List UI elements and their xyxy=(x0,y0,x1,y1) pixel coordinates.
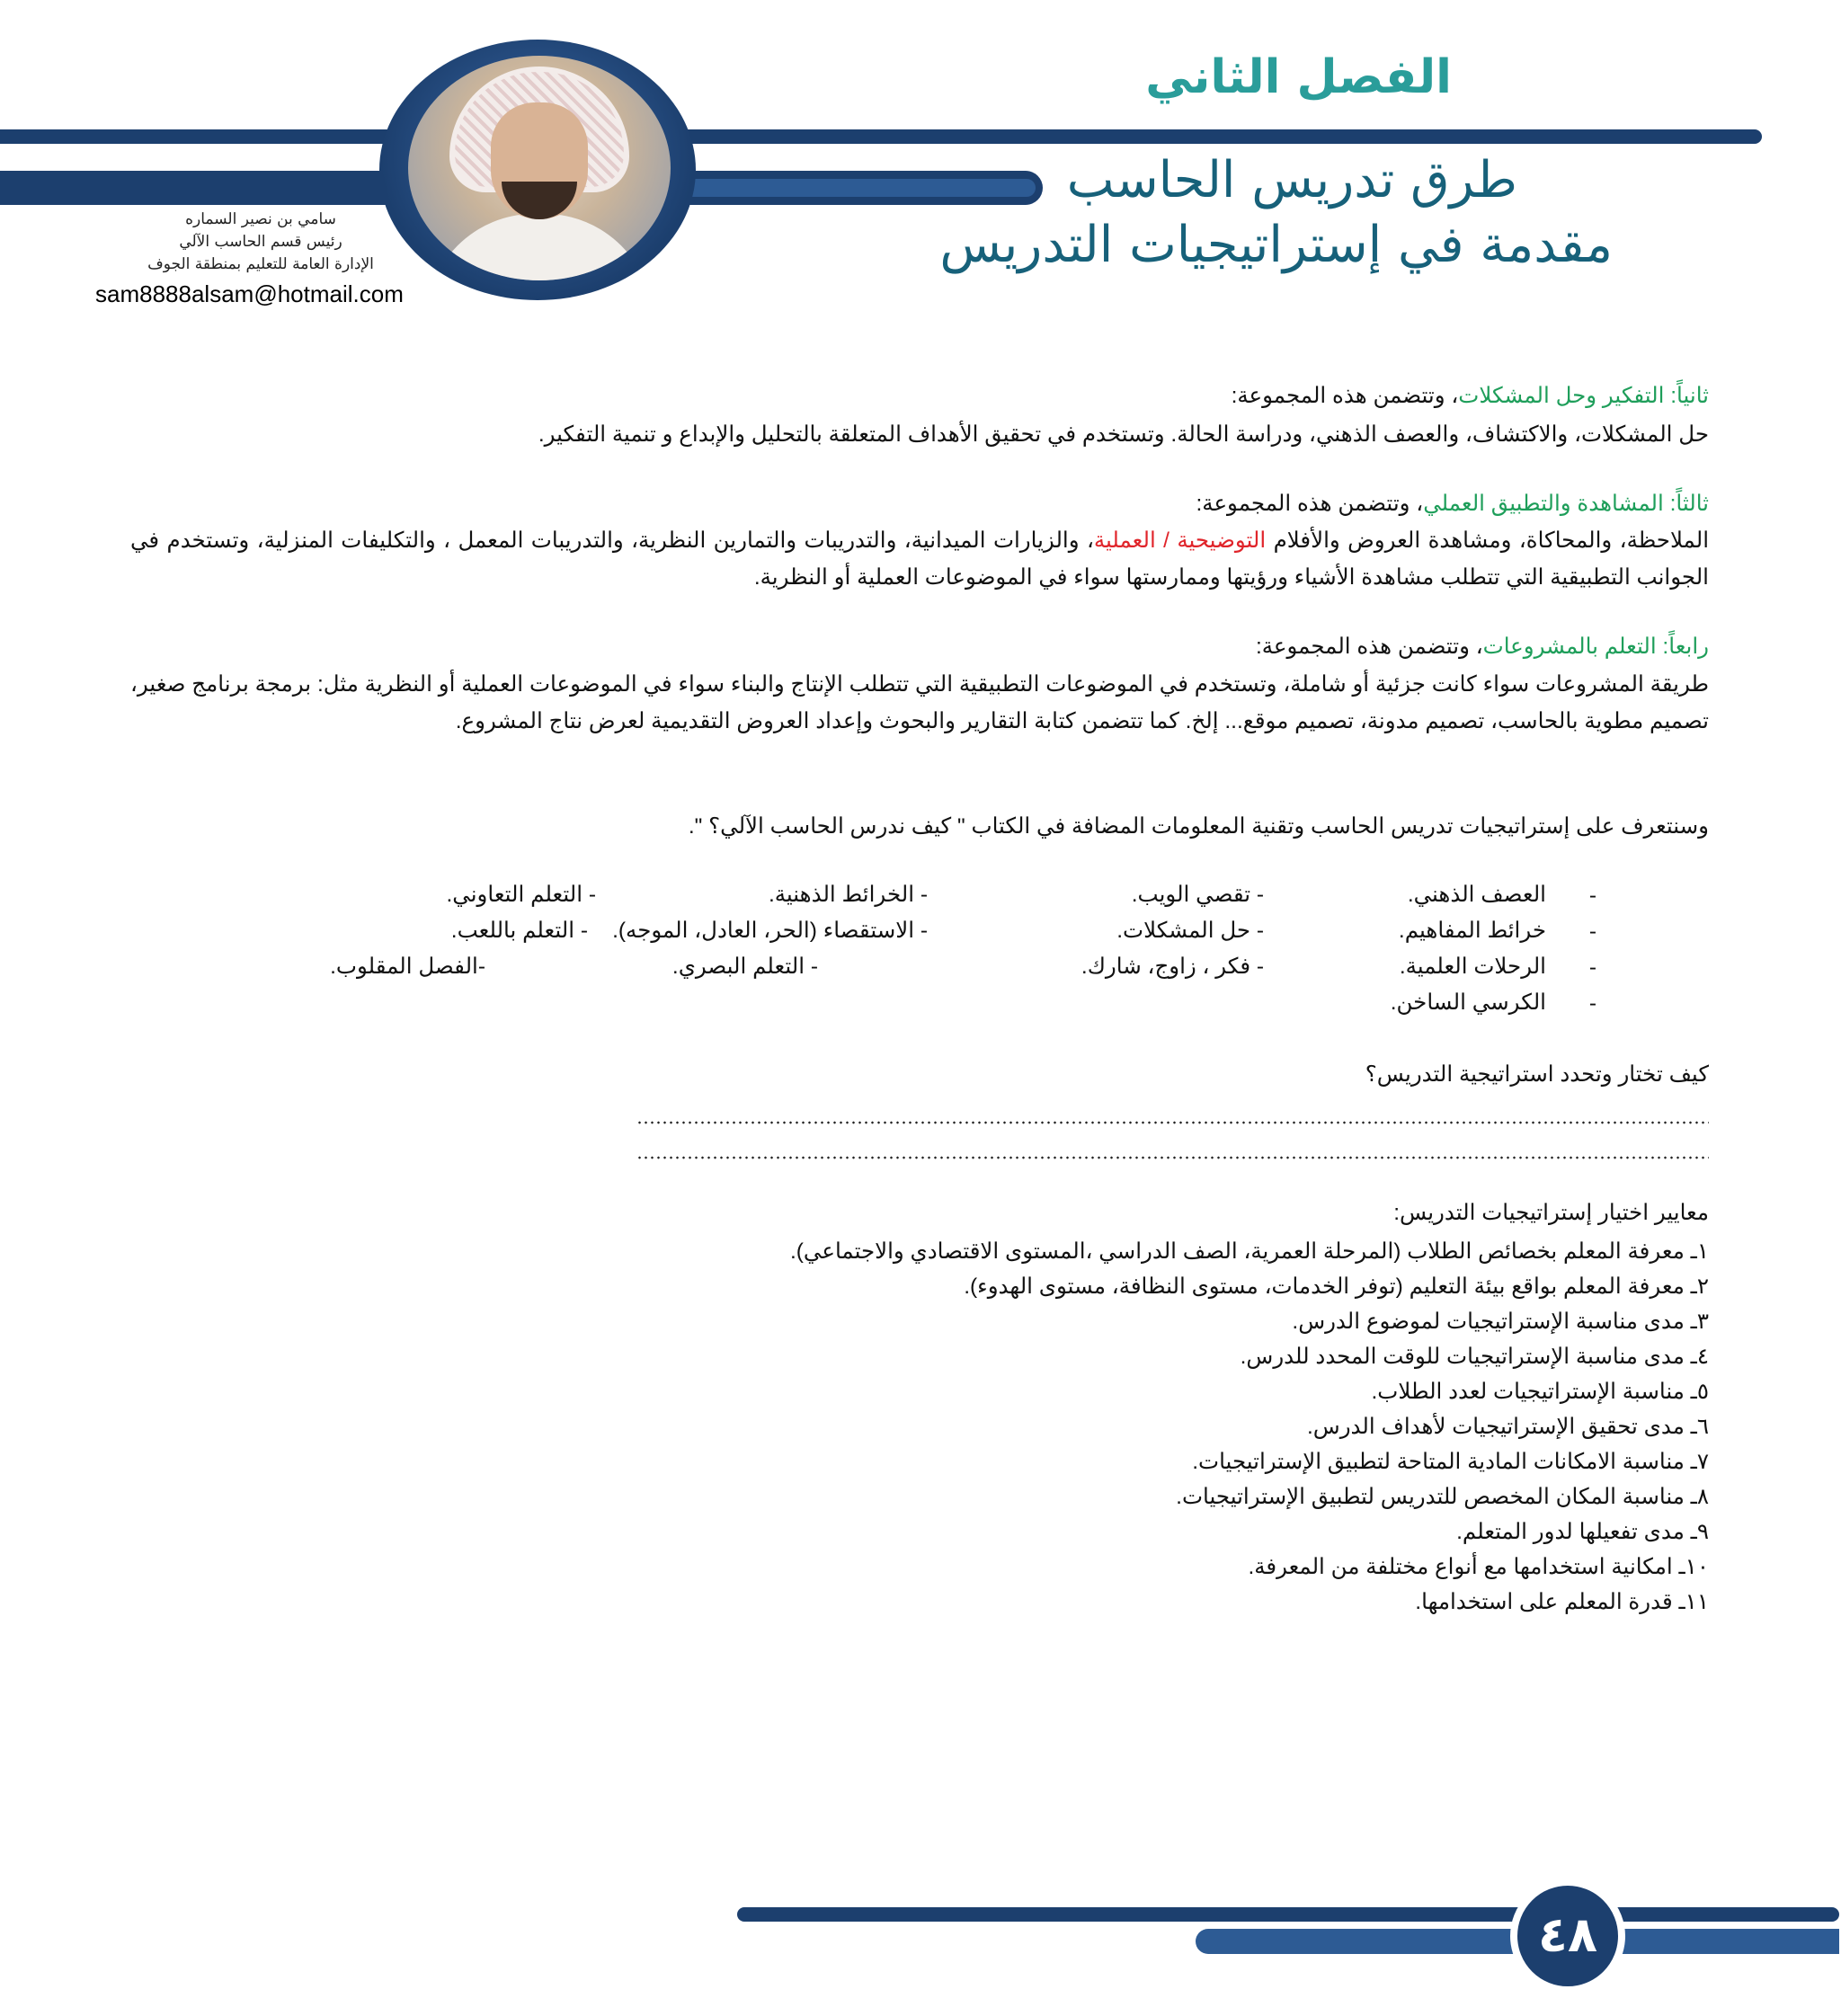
section-2-body: حل المشكلات، والاكتشاف، والعصف الذهني، ودراسة الحالة. وتستخدم في تحقيق الأهداف المتعلقة بالتحليل والإبداع و تنمية التفكير. xyxy=(538,422,1709,447)
author-org: الإدارة العامة للتعليم بمنطقة الجوف xyxy=(147,255,374,273)
section-3-heading xyxy=(1196,490,1710,517)
criteria-item: ٩ـ مدى تفعيلها لدور المتعلم. xyxy=(1456,1520,1709,1544)
criteria-item: ١٠ـ امكانية استخدامها مع أنواع مختلفة من المعرفة. xyxy=(1248,1555,1709,1579)
author-name: سامي بن نصير السماره xyxy=(185,210,336,228)
strategy-item: - الخرائط الذهنية. xyxy=(768,883,928,907)
criteria-title: معايير اختيار إستراتيجيات التدريس: xyxy=(1393,1201,1709,1225)
strategy-item: - الاستقصاء (الحر، العادل، الموجه). xyxy=(612,919,928,943)
criteria-item: ٨ـ مناسبة المكان المخصص للتدريس لتطبيق الإستراتيجيات. xyxy=(1176,1485,1709,1509)
bullet-dash: - xyxy=(1588,991,1596,1016)
page-number: ٤٨ xyxy=(1510,1878,1625,1994)
strategy-item: -الفصل المقلوب. xyxy=(330,955,485,979)
section-3-body xyxy=(130,522,1709,596)
section-4-lead: ، وتتضمن هذه المجموعة: xyxy=(1255,635,1483,659)
section-4-heading xyxy=(1256,633,1709,660)
bullet-dash: - xyxy=(1588,955,1596,980)
criteria-item: ٤ـ مدى مناسبة الإستراتيجيات للوقت المحدد للدرس. xyxy=(1240,1345,1709,1369)
strategy-item: - فكر ، زاوج، شارك. xyxy=(1081,955,1264,979)
section-2-label: ثانياً: التفكير وحل المشكلات xyxy=(1458,384,1709,408)
strategy-item: - تقصي الويب. xyxy=(1131,883,1264,907)
criteria-item: ٧ـ مناسبة الامكانات المادية المتاحة لتطبيق الإستراتيجيات. xyxy=(1192,1450,1709,1474)
strategy-item: العصف الذهني. xyxy=(1407,883,1546,907)
criteria-item: ٥ـ مناسبة الإستراتيجيات لعدد الطلاب. xyxy=(1371,1380,1709,1404)
strategy-item: - التعلم باللعب. xyxy=(450,919,588,943)
strategy-item: الكرسي الساخن. xyxy=(1390,990,1546,1015)
criteria-item: ٣ـ مدى مناسبة الإستراتيجيات لموضوع الدرس. xyxy=(1292,1310,1709,1334)
section-2-lead: ، وتتضمن هذه المجموعة: xyxy=(1231,384,1459,408)
footer-rule xyxy=(737,1907,1839,1922)
header-rule xyxy=(0,129,1762,144)
strategy-item: الرحلات العلمية. xyxy=(1399,955,1546,979)
page-subtitle: مقدمة في إستراتيجيات التدريس xyxy=(939,216,1613,274)
author-photo xyxy=(408,56,671,280)
chapter-title: الفصل الثاني xyxy=(1145,50,1452,104)
strategy-item: - التعلم التعاوني. xyxy=(446,883,596,907)
section-3-body-highlight: التوضيحية / العملية xyxy=(1093,528,1267,553)
criteria-item: ٢ـ معرفة المعلم بواقع بيئة التعليم (توفر الخدمات، مستوى النظافة، مستوى الهدوء). xyxy=(964,1274,1709,1299)
section-2-heading xyxy=(1232,382,1709,409)
criteria-item: ١١ـ قدرة المعلم على استخدامها. xyxy=(1415,1590,1709,1614)
strategies-intro: وسنتعرف على إستراتيجيات تدريس الحاسب وتقنية المعلومات المضافة في الكتاب " كيف ندرس الحاسب الآلي؟ ". xyxy=(688,814,1709,839)
bullet-dash: - xyxy=(1588,884,1596,908)
page-title: طرق تدريس الحاسب xyxy=(1066,151,1517,209)
section-3-lead: ، وتتضمن هذه المجموعة: xyxy=(1196,492,1424,516)
author-role: رئيس قسم الحاسب الآلي xyxy=(179,233,342,251)
strategy-item: - التعلم البصري. xyxy=(671,955,818,979)
section-4-label: رابعاً: التعلم بالمشروعات xyxy=(1482,635,1709,659)
answer-line xyxy=(636,1156,1709,1159)
section-3-body-part-a: الملاحظة، والمحاكاة، ومشاهدة العروض والأفلام xyxy=(1266,528,1709,553)
strategy-item: - حل المشكلات. xyxy=(1116,919,1264,943)
section-3-label: ثالثاً: المشاهدة والتطبيق العملي xyxy=(1423,492,1709,516)
section-4-body: طريقة المشروعات سواء كانت جزئية أو شاملة، وتستخدم في الموضوعات التطبيقية التي تتطلب الإنتاج والبناء سواء في الموضوعات العملية أو النظرية مثل: برمجة برنامج صغير، تصميم مطوية بالحاسب، تصميم مدونة، تصميم موقع... إلخ. كما تتضمن كتابة التقارير والبحوث وإعداد العروض التقديمية لعرض نتاج المشروع. xyxy=(130,672,1709,733)
answer-line xyxy=(636,1121,1709,1124)
question-heading: كيف تختار وتحدد استراتيجية التدريس؟ xyxy=(1365,1062,1709,1087)
bullet-dash: - xyxy=(1588,919,1596,944)
strategy-item: خرائط المفاهيم. xyxy=(1398,919,1546,943)
author-email[interactable]: sam8888alsam@hotmail.com xyxy=(95,280,404,307)
criteria-item: ١ـ معرفة المعلم بخصائص الطلاب (المرحلة العمرية، الصف الدراسي ،المستوى الاقتصادي والاجتماعي). xyxy=(789,1239,1709,1264)
criteria-item: ٦ـ مدى تحقيق الإستراتيجيات لأهداف الدرس. xyxy=(1306,1415,1709,1439)
section-3-body-part-b: ، والزيارات الميدانية، والتدريبات والتمارين النظرية، والتدريبات المعمل ، والتكليفات المنزلية، وتستخدم في الجوانب التطبيقية التي تتطلب مشاهدة الأشياء ورؤيتها وممارستها سواء في الموضوعات العملية أو النظرية. xyxy=(130,528,1709,590)
